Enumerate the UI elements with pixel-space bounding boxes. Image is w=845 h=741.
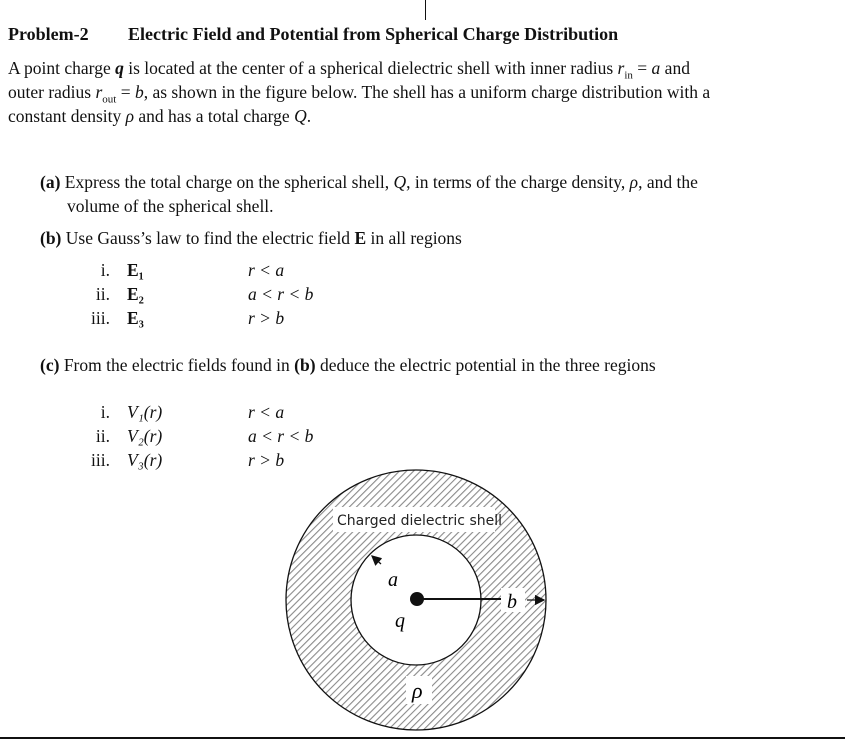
item-number: iii.	[91, 308, 110, 328]
var-rho: ρ	[125, 106, 135, 126]
var-r: r	[95, 82, 103, 102]
intro-line-3	[8, 106, 311, 127]
field-label: E₁	[127, 260, 144, 280]
intro-line-2	[8, 82, 710, 106]
potential-label: V₃(r)	[127, 450, 163, 470]
text: .	[306, 106, 312, 126]
item-number: ii.	[95, 284, 110, 304]
text: =	[632, 58, 652, 78]
text: and has a total charge	[134, 106, 295, 126]
part-ref: (b)	[294, 355, 316, 375]
text: deduce the electric potential in the three regions	[315, 355, 656, 375]
var-a: a	[651, 58, 661, 78]
text: is located at the center of a spherical dielectric shell with inner radius	[123, 58, 618, 78]
text: From the electric fields found in	[59, 355, 295, 375]
q-label: q	[395, 610, 405, 632]
item-number: i.	[100, 402, 110, 422]
potential-label: V₁(r)	[127, 402, 163, 422]
bottom-rule	[0, 737, 845, 739]
part-c-prompt	[40, 355, 656, 376]
var-rho: ρ	[629, 172, 639, 192]
text: , in terms of the charge density,	[406, 172, 630, 192]
item-number: iii.	[91, 450, 110, 470]
var-Q: Q	[294, 106, 307, 126]
text: outer radius	[8, 82, 96, 102]
part-a-line-1	[40, 172, 698, 193]
field-label: E₂	[127, 284, 144, 304]
top-rule	[425, 0, 426, 20]
var-Q: Q	[393, 172, 407, 192]
text: , as shown in the figure below. The shell has a uniform charge distribution with a	[143, 82, 711, 102]
var-r: r	[617, 58, 625, 78]
region: a < r < b	[248, 426, 314, 446]
text: Use Gauss’s law to find the electric field	[61, 228, 355, 248]
region: r < a	[248, 260, 285, 280]
rho-label: ρ	[412, 678, 423, 703]
part-label: (c)	[40, 355, 60, 375]
text: constant density	[8, 106, 126, 126]
a-label: a	[388, 569, 398, 591]
text: in all regions	[366, 228, 462, 248]
field-label: E₃	[127, 308, 144, 328]
potential-label: V₂(r)	[127, 426, 163, 446]
text: Express the total charge on the spherical shell,	[60, 172, 394, 192]
text: =	[116, 82, 135, 102]
subscript-out: out	[102, 93, 117, 106]
region: r < a	[248, 402, 285, 422]
item-number: ii.	[95, 426, 110, 446]
shell-figure	[270, 460, 570, 740]
problem-title: Electric Field and Potential from Spherical Charge Distribution	[128, 24, 619, 44]
var-b: b	[134, 82, 144, 102]
region: r > b	[248, 450, 285, 470]
text: and	[660, 58, 690, 78]
text: , and the	[638, 172, 698, 192]
part-label: (a)	[40, 172, 61, 192]
b-label: b	[507, 591, 517, 613]
part-b-prompt	[40, 228, 462, 249]
problem-label: Problem-2	[8, 24, 89, 44]
subscript-in: in	[624, 69, 633, 82]
part-a-line-2: volume of the spherical shell.	[67, 196, 274, 216]
region: a < r < b	[248, 284, 314, 304]
intro-line-1	[8, 58, 690, 82]
item-number: i.	[100, 260, 110, 280]
text: A point charge	[8, 58, 116, 78]
shell-label: Charged dielectric shell	[337, 513, 503, 529]
var-E: E	[354, 228, 367, 248]
region: r > b	[248, 308, 285, 328]
part-label: (b)	[40, 228, 62, 248]
var-q: q	[115, 58, 124, 78]
